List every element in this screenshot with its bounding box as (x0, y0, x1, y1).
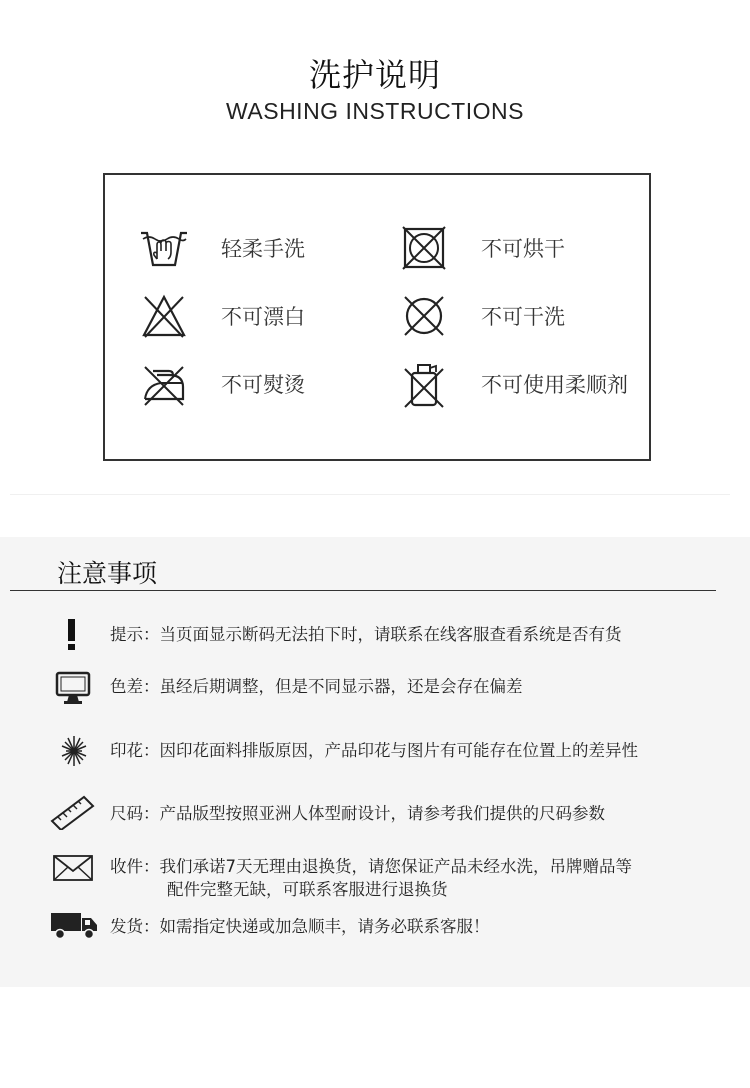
no-iron-icon (139, 359, 189, 409)
hand-wash-icon (139, 223, 189, 273)
truck-icon (48, 907, 100, 943)
monitor-icon (48, 671, 100, 707)
care-symbols-panel (103, 173, 651, 461)
notice-text-tip: 提示：当页面显示断码无法拍下时，请联系在线客服查看系统是否有货 (110, 625, 622, 644)
no-dry-clean-icon (399, 291, 449, 341)
notice-section (0, 537, 750, 987)
care-label-no-dry-clean: 不可干洗 (481, 305, 565, 329)
care-label-no-bleach: 不可漂白 (221, 305, 305, 329)
care-label-no-softener: 不可使用柔顺剂 (481, 373, 628, 397)
care-label-hand-wash: 轻柔手洗 (221, 237, 305, 261)
notice-text-receive: 收件：我们承诺7天无理由退换货，请您保证产品未经水洗，吊牌赠品等 配件完整无缺，可联系客服进行退换货 (110, 857, 632, 899)
notice-text-shipping: 发货：如需指定快递或加急顺丰，请务必联系客服！ (110, 917, 490, 936)
no-softener-icon (399, 359, 449, 409)
exclamation-icon (48, 617, 100, 653)
notice-text-print: 印花：因印花面料排版原因，产品印花与图片有可能存在位置上的差异性 (110, 741, 638, 760)
page-title: 洗护说明 (308, 56, 441, 94)
ruler-icon (48, 794, 100, 830)
notice-title: 注意事项 (57, 559, 158, 588)
no-tumble-dry-icon (399, 223, 449, 273)
section-divider (10, 494, 730, 495)
care-label-no-iron: 不可熨烫 (221, 373, 305, 397)
notice-text-size: 尺码：产品版型按照亚洲人体型耐设计，请参考我们提供的尺码参数 (110, 804, 605, 823)
page-subtitle: WASHING INSTRUCTIONS (226, 98, 524, 124)
notice-title-rule (10, 590, 716, 591)
no-bleach-icon (139, 291, 189, 341)
care-label-no-tumble-dry: 不可烘干 (481, 237, 565, 261)
envelope-icon (48, 851, 100, 887)
notice-text-color: 色差：虽经后期调整，但是不同显示器，还是会存在偏差 (110, 677, 523, 696)
flower-print-icon (48, 733, 100, 769)
